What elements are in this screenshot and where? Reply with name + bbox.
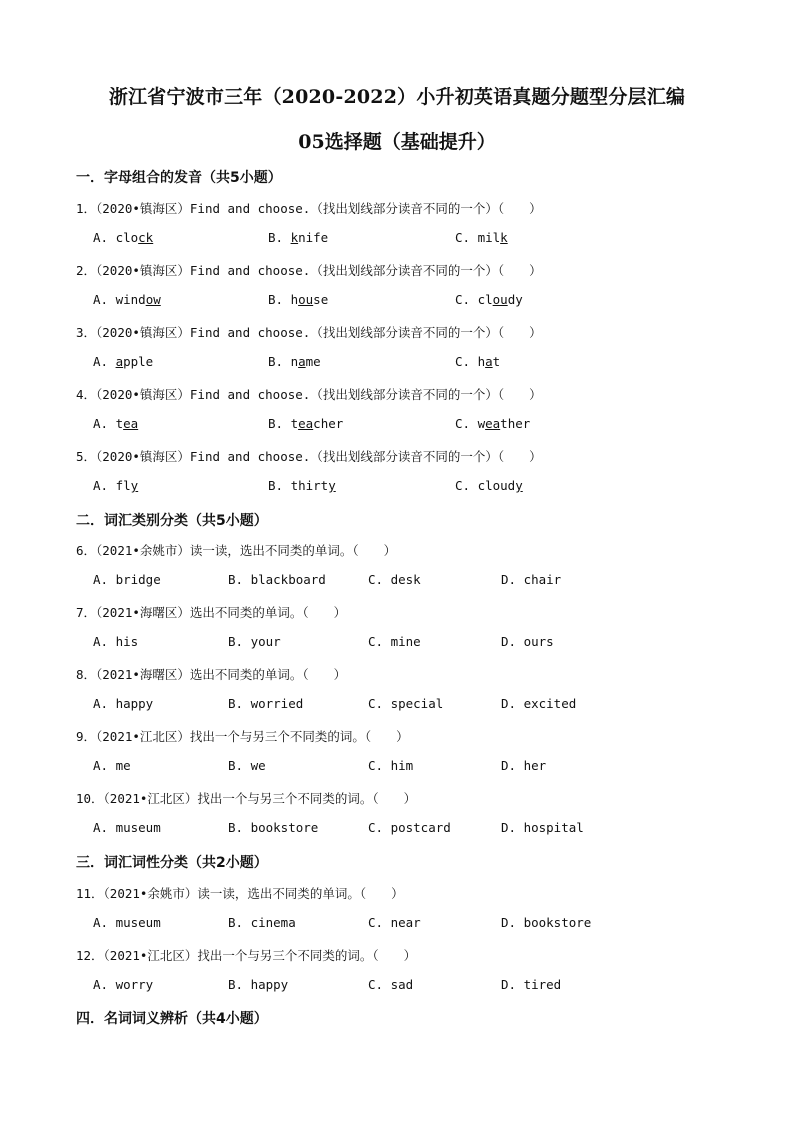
option-text-rest: pple bbox=[123, 354, 154, 369]
option-text: B. worried bbox=[228, 696, 304, 711]
option-text: B. your bbox=[228, 634, 281, 649]
option-text-rest: ther bbox=[500, 416, 531, 431]
option-text: B. bbox=[268, 230, 291, 245]
question-stem: 10．（2021•江北区）找出一个与另三个不同类的词。（ ） bbox=[76, 791, 417, 806]
answer-option[interactable] bbox=[228, 758, 266, 773]
answer-option[interactable] bbox=[268, 292, 328, 307]
option-text: A. museum bbox=[93, 820, 161, 835]
question-stem: 2．（2020•镇海区）Find and choose.（找出划线部分读音不同的一个）（ ） bbox=[76, 263, 542, 278]
answer-option[interactable] bbox=[93, 634, 138, 649]
underlined-letters: ou bbox=[492, 292, 508, 307]
option-text: A. happy bbox=[93, 696, 154, 711]
question-stem: 12．（2021•江北区）找出一个与另三个不同类的词。（ ） bbox=[76, 948, 417, 963]
answer-option[interactable] bbox=[93, 977, 153, 992]
answer-option[interactable] bbox=[93, 696, 153, 711]
question-stem: 1．（2020•镇海区）Find and choose.（找出划线部分读音不同的一个）（ ） bbox=[76, 201, 542, 216]
underlined-letters: k bbox=[500, 230, 508, 245]
option-text-rest: cher bbox=[313, 416, 344, 431]
option-text: C. desk bbox=[368, 572, 421, 587]
answer-option[interactable] bbox=[93, 915, 161, 930]
answer-option[interactable] bbox=[93, 572, 161, 587]
answer-option[interactable] bbox=[455, 230, 508, 245]
answer-option[interactable] bbox=[93, 292, 161, 307]
answer-option[interactable] bbox=[268, 230, 328, 245]
answer-option[interactable] bbox=[501, 915, 591, 930]
answer-option[interactable] bbox=[228, 977, 288, 992]
option-text: C. cloud bbox=[455, 478, 516, 493]
underlined-letters: ea bbox=[123, 416, 139, 431]
section-heading-4: 四．名词词义辨析（共4小题） bbox=[76, 1011, 268, 1027]
option-text: B. cinema bbox=[228, 915, 296, 930]
answer-option[interactable] bbox=[368, 915, 421, 930]
answer-option[interactable] bbox=[455, 478, 523, 493]
answer-option[interactable] bbox=[368, 977, 413, 992]
answer-option[interactable] bbox=[93, 758, 131, 773]
option-text: A. bridge bbox=[93, 572, 161, 587]
answer-option[interactable] bbox=[268, 416, 343, 431]
option-text: A. wind bbox=[93, 292, 146, 307]
option-text: B. thirt bbox=[268, 478, 329, 493]
option-text: C. cl bbox=[455, 292, 493, 307]
answer-option[interactable] bbox=[93, 354, 153, 369]
option-text: D. hospital bbox=[501, 820, 584, 835]
answer-option[interactable] bbox=[368, 758, 413, 773]
question-stem: 8．（2021•海曙区）选出不同类的单词。（ ） bbox=[76, 667, 347, 682]
section-heading-3: 三．词汇词性分类（共2小题） bbox=[76, 855, 268, 871]
option-text: C. h bbox=[455, 354, 486, 369]
answer-option[interactable] bbox=[93, 478, 138, 493]
answer-option[interactable] bbox=[368, 820, 451, 835]
option-text: A. his bbox=[93, 634, 139, 649]
option-text-rest: dy bbox=[507, 292, 523, 307]
answer-option[interactable] bbox=[93, 820, 161, 835]
underlined-letters: a bbox=[485, 354, 493, 369]
option-text: B. happy bbox=[228, 977, 289, 992]
answer-option[interactable] bbox=[93, 416, 138, 431]
underlined-letters: ck bbox=[138, 230, 154, 245]
option-text: A. bbox=[93, 354, 116, 369]
answer-option[interactable] bbox=[501, 634, 554, 649]
option-text: B. n bbox=[268, 354, 299, 369]
answer-option[interactable] bbox=[268, 354, 321, 369]
answer-option[interactable] bbox=[228, 634, 281, 649]
option-text: C. mil bbox=[455, 230, 501, 245]
answer-option[interactable] bbox=[368, 696, 443, 711]
underlined-letters: ea bbox=[485, 416, 501, 431]
option-text: D. her bbox=[501, 758, 547, 773]
answer-option[interactable] bbox=[228, 915, 296, 930]
underlined-letters: a bbox=[115, 354, 124, 369]
option-text: D. bookstore bbox=[501, 915, 592, 930]
option-text: C. mine bbox=[368, 634, 421, 649]
underlined-letters: k bbox=[290, 230, 299, 245]
option-text: D. ours bbox=[501, 634, 554, 649]
option-text: C. him bbox=[368, 758, 414, 773]
answer-option[interactable] bbox=[228, 696, 303, 711]
answer-option[interactable] bbox=[455, 292, 523, 307]
option-text: C. w bbox=[455, 416, 486, 431]
option-text: B. we bbox=[228, 758, 266, 773]
option-text: C. near bbox=[368, 915, 421, 930]
option-text-rest: nife bbox=[298, 230, 329, 245]
section-heading-1: 一．字母组合的发音（共5小题） bbox=[76, 170, 282, 186]
document-title-line1: 浙江省宁波市三年（2020-2022）小升初英语真题分题型分层汇编 bbox=[108, 86, 686, 108]
option-text: A. me bbox=[93, 758, 131, 773]
option-text: C. postcard bbox=[368, 820, 451, 835]
question-stem: 11．（2021•余姚市）读一读，选出不同类的单词。（ ） bbox=[76, 886, 404, 901]
option-text: B. t bbox=[268, 416, 299, 431]
answer-option[interactable] bbox=[93, 230, 153, 245]
answer-option[interactable] bbox=[455, 416, 530, 431]
option-text: A. clo bbox=[93, 230, 139, 245]
question-stem: 4．（2020•镇海区）Find and choose.（找出划线部分读音不同的一个）（ ） bbox=[76, 387, 542, 402]
answer-option[interactable] bbox=[268, 478, 336, 493]
underlined-letters: a bbox=[298, 354, 306, 369]
answer-option[interactable] bbox=[455, 354, 500, 369]
option-text: A. worry bbox=[93, 977, 154, 992]
option-text: C. special bbox=[368, 696, 444, 711]
question-stem: 9．（2021•江北区）找出一个与另三个不同类的词。（ ） bbox=[76, 729, 409, 744]
option-text: B. blackboard bbox=[228, 572, 326, 587]
option-text: B. bookstore bbox=[228, 820, 319, 835]
option-text: C. sad bbox=[368, 977, 414, 992]
answer-option[interactable] bbox=[228, 820, 318, 835]
option-text: D. tired bbox=[501, 977, 562, 992]
option-text: D. excited bbox=[501, 696, 577, 711]
underlined-letters: ea bbox=[298, 416, 314, 431]
question-stem: 7．（2021•海曙区）选出不同类的单词。（ ） bbox=[76, 605, 347, 620]
underlined-letters: y bbox=[515, 478, 523, 493]
option-text-rest: t bbox=[492, 354, 501, 369]
option-text-rest: me bbox=[305, 354, 321, 369]
option-text: A. fl bbox=[93, 478, 131, 493]
option-text: B. h bbox=[268, 292, 299, 307]
underlined-letters: ou bbox=[298, 292, 314, 307]
answer-option[interactable] bbox=[501, 820, 584, 835]
question-stem: 6．（2021•余姚市）读一读，选出不同类的单词。（ ） bbox=[76, 543, 397, 558]
question-stem: 5．（2020•镇海区）Find and choose.（找出划线部分读音不同的一个）（ ） bbox=[76, 449, 542, 464]
answer-option[interactable] bbox=[228, 572, 326, 587]
option-text: A. museum bbox=[93, 915, 161, 930]
option-text: A. t bbox=[93, 416, 124, 431]
question-stem: 3．（2020•镇海区）Find and choose.（找出划线部分读音不同的一个）（ ） bbox=[76, 325, 542, 340]
answer-option[interactable] bbox=[368, 572, 421, 587]
underlined-letters: ow bbox=[145, 292, 161, 307]
option-text: D. chair bbox=[501, 572, 562, 587]
underlined-letters: y bbox=[130, 478, 139, 493]
underlined-letters: y bbox=[328, 478, 336, 493]
option-text-rest: se bbox=[313, 292, 329, 307]
section-heading-2: 二．词汇类别分类（共5小题） bbox=[76, 513, 268, 529]
document-title-line2: 05选择题（基础提升） bbox=[298, 131, 496, 153]
answer-option[interactable] bbox=[368, 634, 421, 649]
answer-option[interactable] bbox=[501, 572, 561, 587]
answer-option[interactable] bbox=[501, 977, 561, 992]
answer-option[interactable] bbox=[501, 758, 546, 773]
answer-option[interactable] bbox=[501, 696, 576, 711]
